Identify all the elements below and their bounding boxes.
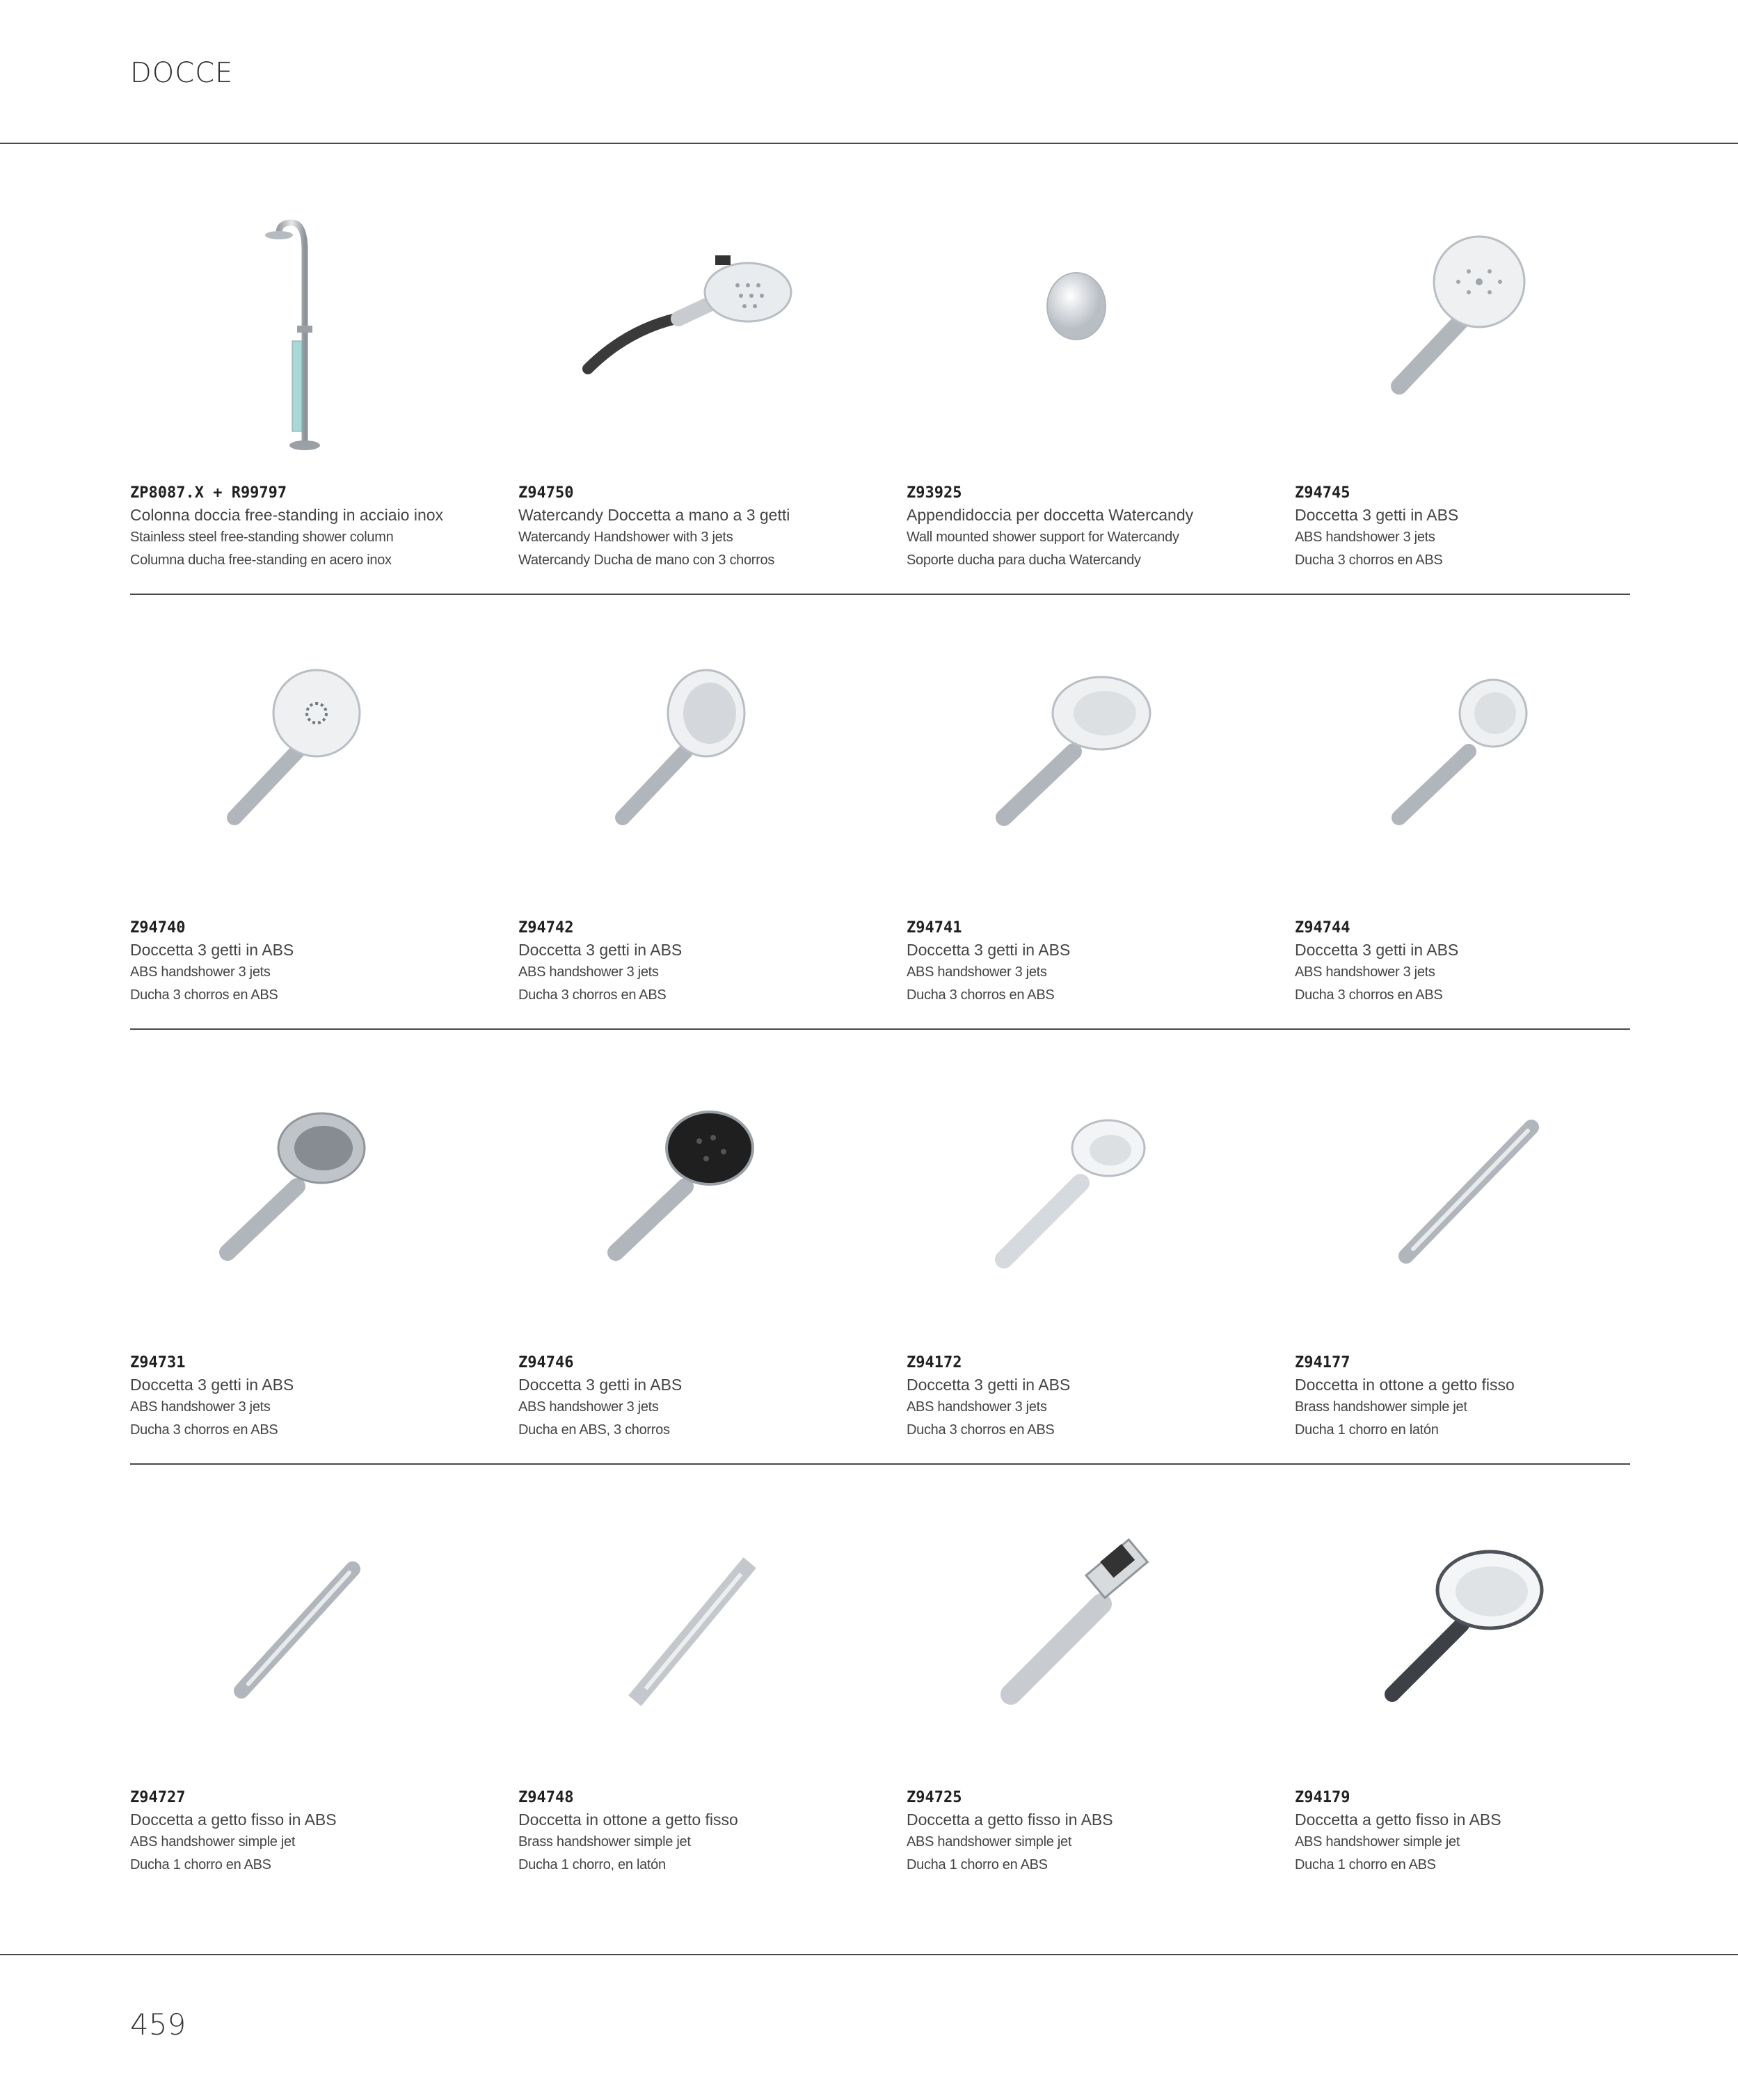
product-card[interactable] <box>907 595 1268 1030</box>
handshower-icon <box>518 616 880 901</box>
description-en: ABS handshower 3 jets <box>1295 530 1435 545</box>
stick-handshower-icon <box>130 1486 492 1771</box>
product-card[interactable] <box>518 1465 880 1900</box>
wall-support-icon <box>907 181 1268 466</box>
product-code: Z94172 <box>907 1354 962 1371</box>
product-card[interactable] <box>907 1030 1268 1465</box>
square-stick-handshower-icon <box>518 1486 880 1771</box>
description-es: Ducha 3 chorros en ABS <box>130 987 278 1003</box>
product-code: Z94725 <box>907 1789 962 1806</box>
description-es: Ducha 3 chorros en ABS <box>907 1422 1055 1438</box>
description-en: ABS handshower simple jet <box>1295 1834 1460 1850</box>
product-card[interactable] <box>518 1030 880 1465</box>
handshower-icon <box>907 1051 1268 1336</box>
description-es: Soporte ducha para ducha Watercandy <box>907 552 1141 568</box>
product-card[interactable] <box>518 595 880 1030</box>
product-code: Z94750 <box>518 484 574 502</box>
product-row <box>130 595 1630 1030</box>
description-it: Doccetta 3 getti in ABS <box>130 1376 294 1394</box>
product-card[interactable] <box>1295 160 1657 595</box>
description-es: Watercandy Ducha de mano con 3 chorros <box>518 552 775 568</box>
handshower-icon <box>1295 181 1657 466</box>
product-card[interactable] <box>130 595 492 1030</box>
description-en: ABS handshower 3 jets <box>1295 964 1435 980</box>
product-code: Z93925 <box>907 484 962 502</box>
footer-divider <box>0 1954 1738 1955</box>
description-en: ABS handshower 3 jets <box>130 964 271 980</box>
handshower-icon <box>130 616 492 901</box>
product-code: ZP8087.X + R99797 <box>130 484 287 502</box>
product-code: Z94746 <box>518 1354 574 1371</box>
description-es: Ducha en ABS, 3 chorros <box>518 1422 670 1438</box>
product-grid <box>130 160 1630 1900</box>
description-en: ABS handshower 3 jets <box>907 1399 1047 1415</box>
description-es: Ducha 1 chorro, en latón <box>518 1857 666 1872</box>
description-es: Ducha 3 chorros en ABS <box>1295 987 1443 1003</box>
description-es: Ducha 1 chorro en ABS <box>130 1857 271 1872</box>
header-divider <box>0 143 1738 144</box>
description-es: Columna ducha free-standing en acero inox <box>130 552 392 568</box>
description-it: Doccetta 3 getti in ABS <box>518 941 683 959</box>
page-title: DOCCE <box>130 57 234 89</box>
product-card[interactable] <box>1295 1030 1657 1465</box>
handshower-icon <box>1295 1486 1657 1771</box>
product-code: Z94177 <box>1295 1354 1350 1371</box>
description-it: Doccetta 3 getti in ABS <box>907 1376 1071 1394</box>
product-code: Z94179 <box>1295 1789 1350 1806</box>
description-en: ABS handshower 3 jets <box>518 1399 659 1415</box>
product-row <box>130 1465 1630 1900</box>
handshower-icon <box>130 1051 492 1336</box>
product-card[interactable] <box>1295 595 1657 1030</box>
product-card[interactable] <box>130 1030 492 1465</box>
description-en: ABS handshower 3 jets <box>907 964 1047 980</box>
description-en: ABS handshower 3 jets <box>130 1399 271 1415</box>
description-en: Stainless steel free-standing shower column <box>130 530 394 545</box>
product-code: Z94741 <box>907 919 962 937</box>
description-en: ABS handshower simple jet <box>130 1834 296 1850</box>
product-card[interactable] <box>518 160 880 595</box>
description-it: Doccetta 3 getti in ABS <box>1295 941 1459 959</box>
description-en: Watercandy Handshower with 3 jets <box>518 530 733 545</box>
description-it: Doccetta in ottone a getto fisso <box>518 1811 738 1829</box>
product-code: Z94748 <box>518 1789 574 1806</box>
handshower-icon <box>907 616 1268 901</box>
product-code: Z94731 <box>130 1354 186 1371</box>
description-it: Doccetta a getto fisso in ABS <box>130 1811 337 1829</box>
description-it: Doccetta 3 getti in ABS <box>130 941 294 959</box>
product-card[interactable] <box>907 1465 1268 1900</box>
description-it: Watercandy Doccetta a mano a 3 getti <box>518 506 790 524</box>
product-row <box>130 160 1630 595</box>
description-it: Appendidoccia per doccetta Watercandy <box>907 506 1194 524</box>
handshower-icon <box>1295 616 1657 901</box>
description-es: Ducha 1 chorro en latón <box>1295 1422 1439 1438</box>
product-code: Z94742 <box>518 919 574 937</box>
page-number: 459 <box>130 2007 186 2042</box>
description-en: Brass handshower simple jet <box>1295 1399 1467 1415</box>
rect-handshower-icon <box>907 1486 1268 1771</box>
handshower-hose-icon <box>518 181 880 466</box>
product-card[interactable] <box>907 160 1268 595</box>
description-it: Doccetta in ottone a getto fisso <box>1295 1376 1515 1394</box>
product-card[interactable] <box>1295 1465 1657 1900</box>
product-card[interactable] <box>130 1465 492 1900</box>
description-en: ABS handshower simple jet <box>907 1834 1072 1850</box>
description-it: Doccetta 3 getti in ABS <box>907 941 1071 959</box>
product-code: Z94740 <box>130 919 186 937</box>
description-es: Ducha 3 chorros en ABS <box>1295 552 1443 568</box>
description-es: Ducha 1 chorro en ABS <box>1295 1857 1436 1872</box>
product-row <box>130 1030 1630 1465</box>
description-es: Ducha 3 chorros en ABS <box>907 987 1055 1003</box>
product-code: Z94744 <box>1295 919 1350 937</box>
stick-handshower-icon <box>1295 1051 1657 1336</box>
description-it: Doccetta a getto fisso in ABS <box>907 1811 1113 1829</box>
shower-column-icon <box>130 181 492 466</box>
description-it: Colonna doccia free-standing in acciaio inox <box>130 506 444 524</box>
description-it: Doccetta 3 getti in ABS <box>518 1376 683 1394</box>
description-en: ABS handshower 3 jets <box>518 964 659 980</box>
description-en: Wall mounted shower support for Watercandy <box>907 530 1179 545</box>
description-it: Doccetta a getto fisso in ABS <box>1295 1811 1501 1829</box>
description-en: Brass handshower simple jet <box>518 1834 691 1850</box>
product-code: Z94745 <box>1295 484 1350 502</box>
product-code: Z94727 <box>130 1789 186 1806</box>
product-card[interactable] <box>130 160 492 595</box>
description-es: Ducha 3 chorros en ABS <box>518 987 667 1003</box>
description-it: Doccetta 3 getti in ABS <box>1295 506 1459 524</box>
description-es: Ducha 3 chorros en ABS <box>130 1422 278 1438</box>
description-es: Ducha 1 chorro en ABS <box>907 1857 1048 1872</box>
handshower-black-face-icon <box>518 1051 880 1336</box>
